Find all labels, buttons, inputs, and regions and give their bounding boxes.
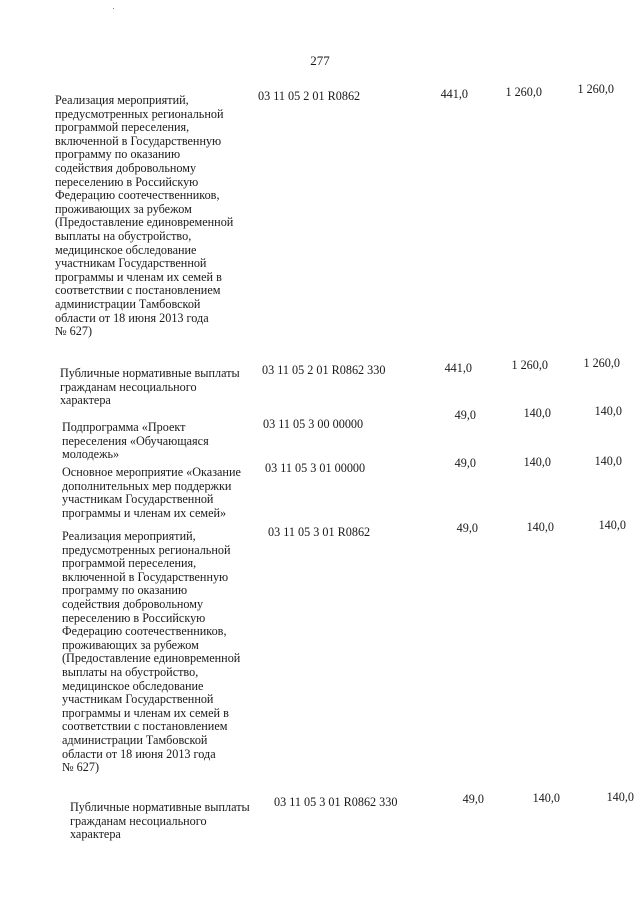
- row-value-2: 140,0: [523, 455, 551, 469]
- row-value-2: 1 260,0: [505, 85, 542, 99]
- row-value-3: 140,0: [594, 404, 622, 418]
- row-description: Реализация мероприятий, предусмотренных региональной программой переселения, включенной в Государственную программу по оказанию содействия добровольному переселению в Российскую Федерацию соотечественников, проживающих за рубежом (Предоставление единовременной выплаты на обустройство, медицинское обследование участникам Государственной программы и членам их семей в соответствии с постановлением администрации Тамбовской области от 18 июня 2013 года № 627): [55, 93, 234, 339]
- row-value-3: 140,0: [598, 518, 626, 532]
- row-value-1: 441,0: [444, 361, 472, 375]
- row-description: Подпрограмма «Проект переселения «Обучающаяся молодежь»: [62, 420, 209, 462]
- row-description: Публичные нормативные выплаты гражданам несоциального характера: [70, 800, 250, 842]
- row-value-3: 140,0: [606, 790, 634, 804]
- row-code: 03 11 05 2 01 R0862 330: [262, 363, 386, 377]
- row-code: 03 11 05 3 01 R0862 330: [274, 795, 398, 809]
- row-description: Основное мероприятие «Оказание дополнительных мер поддержки участникам Государственной программы и членам их семей»: [62, 465, 241, 520]
- row-value-2: 140,0: [532, 791, 560, 805]
- row-code: 03 11 05 2 01 R0862: [258, 89, 361, 103]
- row-value-3: 1 260,0: [577, 82, 614, 96]
- row-value-2: 140,0: [526, 520, 554, 534]
- row-value-1: 49,0: [454, 456, 476, 470]
- row-value-3: 1 260,0: [583, 356, 620, 370]
- row-code: 03 11 05 3 00 00000: [263, 417, 364, 431]
- row-value-2: 1 260,0: [511, 358, 548, 372]
- row-value-1: 49,0: [456, 521, 478, 535]
- row-description: Публичные нормативные выплаты гражданам несоциального характера: [60, 366, 240, 408]
- row-value-3: 140,0: [594, 454, 622, 468]
- scan-speck: [113, 8, 114, 9]
- page-number: 277: [310, 53, 330, 68]
- row-code: 03 11 05 3 01 00000: [265, 461, 366, 475]
- row-value-1: 49,0: [462, 792, 484, 806]
- row-description: Реализация мероприятий, предусмотренных региональной программой переселения, включенной в Государственную программу по оказанию содействия добровольному переселению в Российскую Федерацию соотечественников, проживающих за рубежом (Предоставление единовременной выплаты на обустройство, медицинское обследование участникам Государственной программы и членам их семей в соответствии с постановлением администрации Тамбовской области от 18 июня 2013 года № 627): [62, 529, 241, 775]
- row-value-1: 441,0: [440, 87, 468, 101]
- row-code: 03 11 05 3 01 R0862: [268, 525, 371, 539]
- row-value-2: 140,0: [523, 406, 551, 420]
- row-value-1: 49,0: [454, 408, 476, 422]
